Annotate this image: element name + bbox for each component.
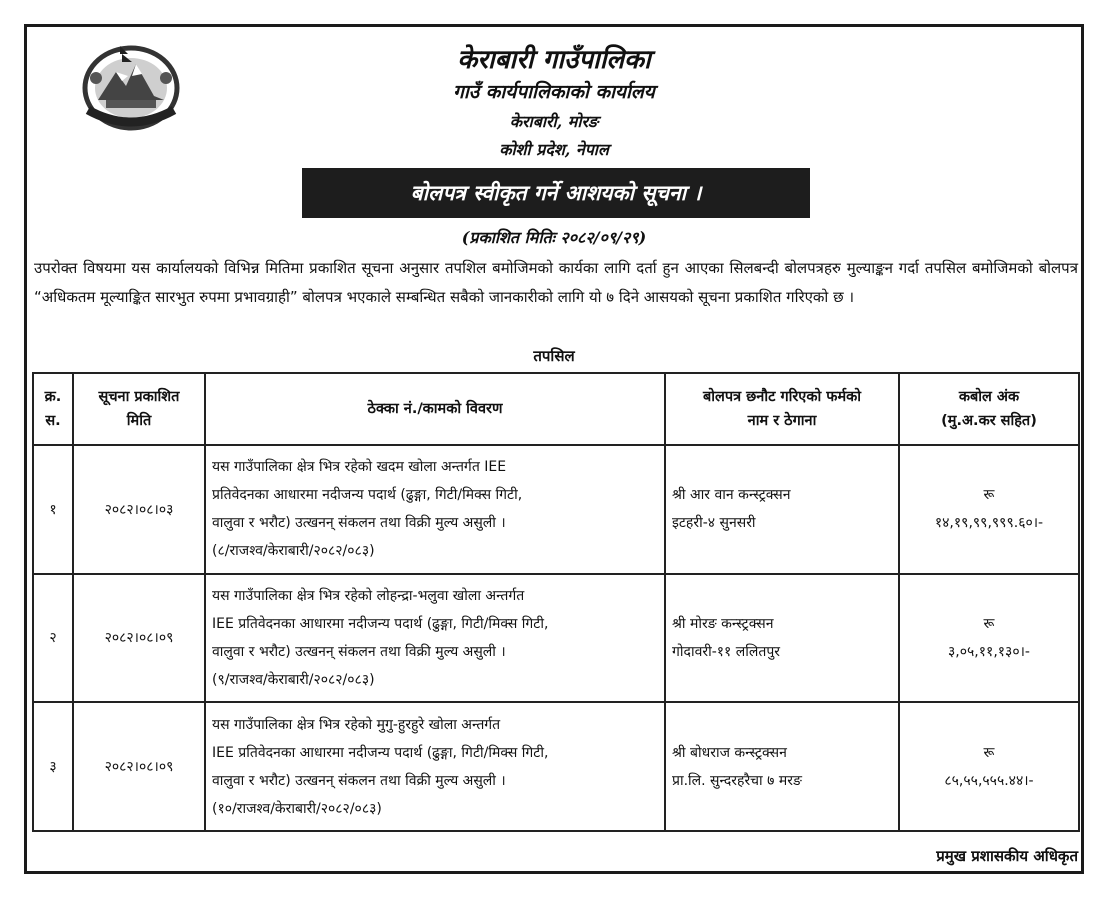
row-sn: २: [33, 574, 73, 703]
row-description: यस गाउँपालिका क्षेत्र भित्र रहेको खदम खोला अन्तर्गत IEE प्रतिवेदनका आधारमा नदीजन्य पदार्थ (ढुङ्गा, गिटी/मिक्स गिटी, वालुवा र भरौट) उत्खनन् संकलन तथा विक्री मुल्य असुली । (८/राजश्व/केराबारी/२०८२/०८३): [205, 445, 665, 574]
bid-table: [32, 372, 1080, 832]
row-amount: रू ३,०५,११,१३०।-: [899, 574, 1079, 703]
row-description: यस गाउँपालिका क्षेत्र भित्र रहेको लोहन्द्रा-भलुवा खोला अन्तर्गत IEE प्रतिवेदनका आधारमा नदीजन्य पदार्थ (ढुङ्गा, गिटी/मिक्स गिटी, वालुवा र भरौट) उत्खनन् संकलन तथा विक्री मुल्य असुली । (९/राजश्व/केराबारी/२०८२/०८३): [205, 574, 665, 703]
header-amount: कबोल अंक (मु.अ.कर सहित): [899, 373, 1079, 445]
header-date: सूचना प्रकाशित मिति: [73, 373, 205, 445]
row-date: २०८२।०८।०९: [73, 702, 205, 831]
office-address: केराबारी, मोरङ: [509, 112, 599, 131]
row-sn: ३: [33, 702, 73, 831]
header-sn: क्र. स.: [33, 373, 73, 445]
row-firm: श्री बोधराज कन्स्ट्रक्सन प्रा.लि. सुन्दरहरैचा ७ मरङ: [665, 702, 899, 831]
row-firm: श्री आर वान कन्स्ट्रक्सन इटहरी-४ सुनसरी: [665, 445, 899, 574]
table-row: [33, 702, 1079, 831]
notice-title: बोलपत्र स्वीकृत गर्ने आशयको सूचना ।: [302, 168, 810, 218]
row-firm: श्री मोरङ कन्स्ट्रक्सन गोदावरी-११ ललितपुर: [665, 574, 899, 703]
office-name: गाउँ कार्यपालिकाको कार्यालय: [453, 81, 655, 103]
table-header-row: [33, 373, 1079, 445]
row-date: २०८२।०८।०९: [73, 574, 205, 703]
notice-body: उपरोक्त विषयमा यस कार्यालयको विभिन्न मितिमा प्रकाशित सूचना अनुसार तपशिल बमोजिमको कार्यका लागि दर्ता हुन आएका सिलबन्दी बोलपत्रहरु मुल्याङ्कन गर्दा तपसिल बमोजिमको बोलपत्र “अधिकतम मूल्याङ्कित सारभुत रुपमा प्रभावग्राही” बोलपत्र भएकाले सम्बन्धित सबैको जानकारीको लागि यो ७ दिने आसयको सूचना प्रकाशित गरिएको छ ।: [34, 259, 1078, 306]
row-date: २०८२।०८।०३: [73, 445, 205, 574]
row-description: यस गाउँपालिका क्षेत्र भित्र रहेको मुगु-हुरहुरे खोला अन्तर्गत IEE प्रतिवेदनका आधारमा नदीजन्य पदार्थ (ढुङ्गा, गिटी/मिक्स गिटी, वालुवा र भरौट) उत्खनन् संकलन तथा विक्री मुल्य असुली । (१०/राजश्व/केराबारी/२०८२/०८३): [205, 702, 665, 831]
details-heading: तपसिल: [533, 347, 575, 365]
published-date: (प्रकाशित मितिः २०८२/०९/२९): [461, 228, 647, 247]
header-firm: बोलपत्र छनौट गरिएको फर्मको नाम र ठेगाना: [665, 373, 899, 445]
office-province: कोशी प्रदेश, नेपाल: [499, 140, 609, 159]
row-amount: रू १४,१९,९९,९९९.६०।-: [899, 445, 1079, 574]
signature-title: प्रमुख प्रशासकीय अधिकृत: [936, 847, 1078, 865]
header-description: ठेक्का नं./कामको विवरण: [205, 373, 665, 445]
row-sn: १: [33, 445, 73, 574]
table-row: [33, 574, 1079, 703]
org-name: केराबारी गाउँपालिका: [457, 45, 651, 75]
row-amount: रू ८५,५५,५५५.४४।-: [899, 702, 1079, 831]
table-row: [33, 445, 1079, 574]
